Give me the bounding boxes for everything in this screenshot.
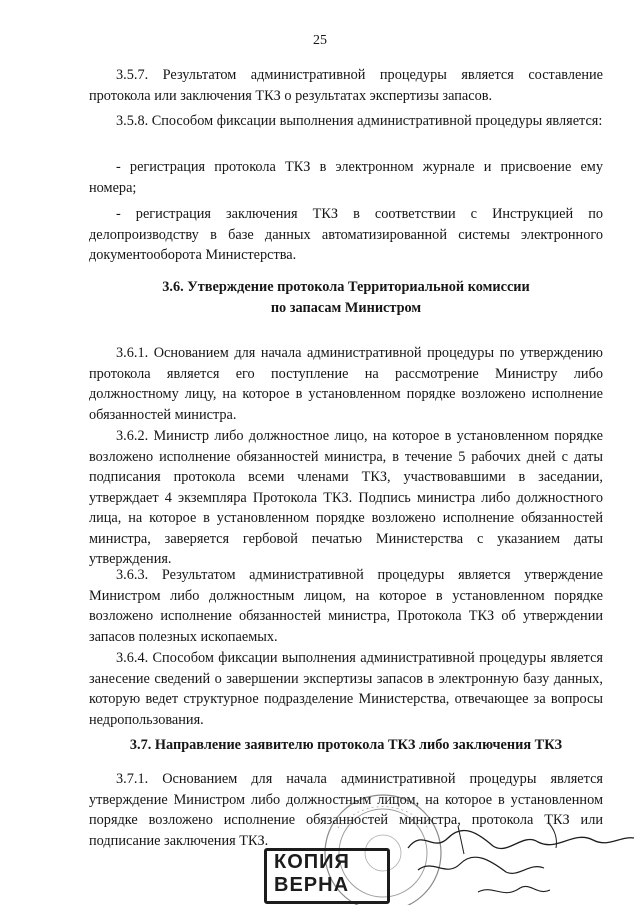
stamp-line-1: КОПИЯ [274,851,350,873]
paragraph-3-5-8: 3.5.8. Способом фиксации выполнения административной процедуры является: [116,113,603,129]
stamp-line-2: ВЕРНА [274,874,350,896]
paragraph-3-6-2: 3.6.2. Министр либо должностное лицо, на которое в установленном порядке возложено исполнение обязанностей министра, в течение 5 рабочих дней с даты подписания протокола всеми членами ТКЗ, участвовавшими в заседании, утверждает 4 экземпляра Протокола ТКЗ. Подпись министра либо должностного лица, на которое в установленном порядке возложено исполнение обязанностей министра, заверяется гербовой печатью Министерства с указанием даты утверждения. [89,428,603,567]
page-number: 25 [313,33,327,48]
copy-verified-stamp [262,846,392,904]
section-heading-3-6: 3.6. Утверждение протокола Территориальной комиссии по запасам Министром [162,279,530,316]
paragraph-3-5-7: 3.5.7. Результатом административной процедуры является составление протокола или заключения ТКЗ о результатах экспертизы запасов. [89,67,603,104]
paragraph-3-6-1: 3.6.1. Основанием для начала административной процедуры по утверждению протокола является его поступление на рассмотрение Министру либо должностному лицу, на которое в установленном порядке возложено исполнение обязанностей министра. [89,345,603,423]
paragraph-3-7-1: 3.7.1. Основанием для начала административной процедуры является утверждение Министром либо должностным лицом, на которое в установленном порядке возложено исполнение обязанностей министра, протокола ТКЗ или подписание заключения ТКЗ. [89,771,603,849]
paragraph-3-6-3: 3.6.3. Результатом административной процедуры является утверждение Министром либо должностным лицом, на которое в установленном порядке возложено исполнение обязанностей министра, Протокола ТКЗ об утверждении запасов полезных ископаемых. [89,567,603,645]
paragraph-3-6-4: 3.6.4. Способом фиксации выполнения административной процедуры является занесение сведений о завершении экспертизы запасов в электронную базу данных, которую ведет структурное подразделение Министерства, отвечающее за вопросы недропользования. [89,650,603,728]
handwritten-note [398,818,638,905]
paragraph-3-5-8-item-1: - регистрация протокола ТКЗ в электронном журнале и присвоение ему номера; [89,159,603,196]
paragraph-3-5-8-item-2: - регистрация заключения ТКЗ в соответствии с Инструкцией по делопроизводству в базе данных автоматизированной системы электронного документооборота Министерства. [89,206,603,263]
section-heading-3-7: 3.7. Направление заявителю протокола ТКЗ либо заключения ТКЗ [129,737,563,753]
